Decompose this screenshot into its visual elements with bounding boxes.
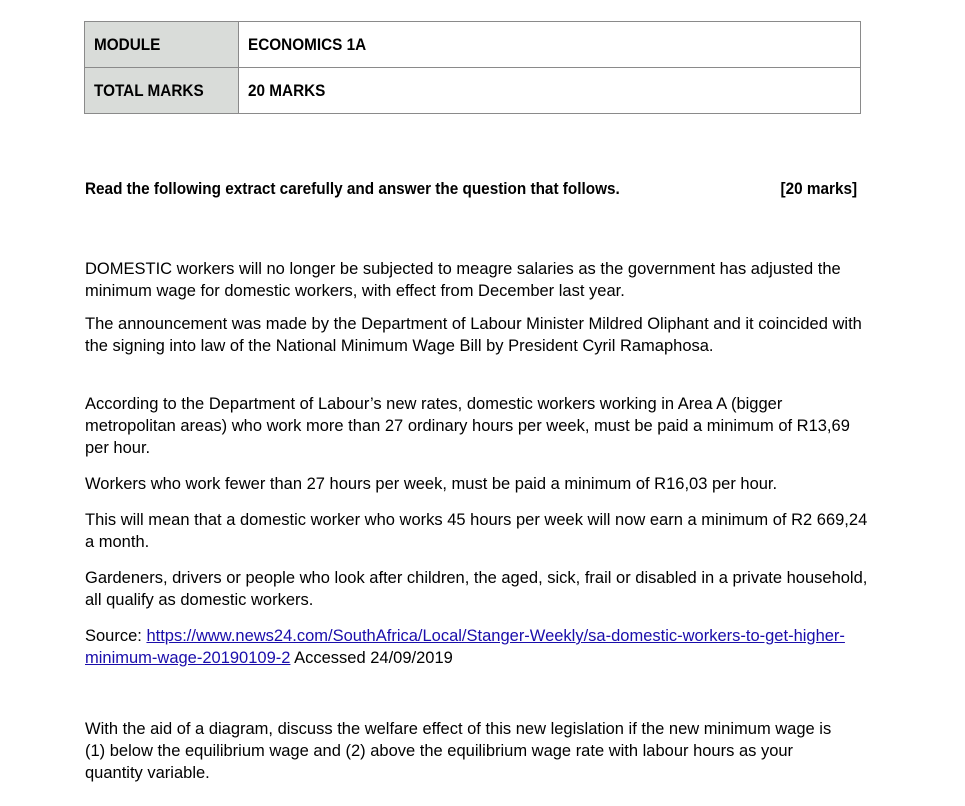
module-label: MODULE xyxy=(85,22,239,68)
instruction-text: Read the following extract carefully and answer the question that follows. xyxy=(85,179,620,198)
extract-paragraph-5: This will mean that a domestic worker who works 45 hours per week will now earn a minimum of R2 669,24 a month. xyxy=(85,511,868,551)
total-marks-label: TOTAL MARKS xyxy=(85,68,239,114)
extract-paragraph-1: DOMESTIC workers will no longer be subjected to meagre salaries as the government has adjusted the minimum wage for domestic workers, with effect from December last year. xyxy=(85,260,841,300)
instruction-line xyxy=(85,179,857,199)
source-link[interactable]: https://www.news24.com/SouthAfrica/Local/Stanger-Weekly/sa-domestic-workers-to-get-higher-minimum-wage-20190109-2 xyxy=(85,627,845,667)
module-info-table xyxy=(84,21,861,114)
extract-paragraph-6: Gardeners, drivers or people who look after children, the aged, sick, frail or disabled in a private household, all qualify as domestic workers. xyxy=(85,569,868,609)
source-prefix: Source: xyxy=(85,627,147,645)
question-text: With the aid of a diagram, discuss the welfare effect of this new legislation if the new minimum wage is (1) below the equilibrium wage and (2) above the equilibrium wage rate with labour hours as your quantity variable. xyxy=(85,720,832,782)
total-marks-row xyxy=(85,68,861,114)
source-accessed: Accessed 24/09/2019 xyxy=(290,649,453,667)
extract-paragraph-2: The announcement was made by the Department of Labour Minister Mildred Oliphant and it coincided with the signing into law of the National Minimum Wage Bill by President Cyril Ramaphosa. xyxy=(85,315,862,355)
extract-paragraph-4: Workers who work fewer than 27 hours per week, must be paid a minimum of R16,03 per hour. xyxy=(85,475,778,493)
instruction-marks: [20 marks] xyxy=(780,179,857,198)
total-marks-value: 20 MARKS xyxy=(239,68,861,114)
source-citation xyxy=(85,625,855,669)
module-row xyxy=(85,22,861,68)
module-value: ECONOMICS 1A xyxy=(239,22,861,68)
extract-paragraph-3: According to the Department of Labour’s new rates, domestic workers working in Area A (bigger metropolitan areas) who work more than 27 ordinary hours per week, must be paid a minimum of R13,69 per hour. xyxy=(85,395,850,457)
